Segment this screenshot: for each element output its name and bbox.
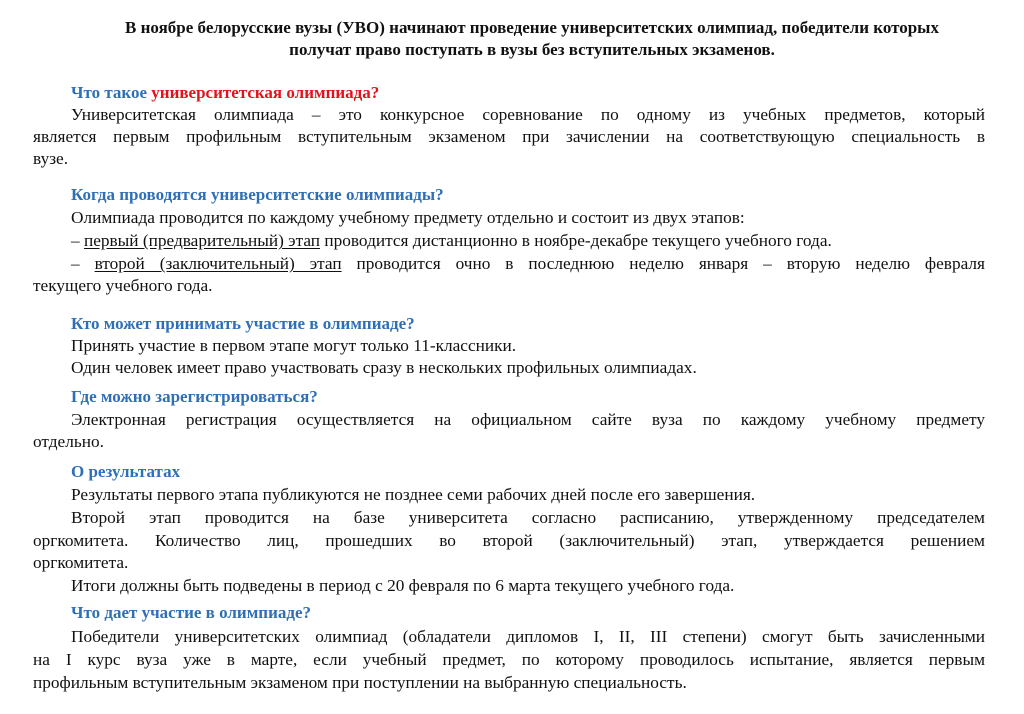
list-item-second-stage: [71, 253, 985, 275]
paragraph-line: Победители университетских олимпиад (обладатели дипломов I, II, III степени) смогут быть зачисленными: [71, 627, 985, 646]
list-dash: –: [71, 231, 84, 250]
page-title: [40, 17, 1024, 61]
section-heading-what-is: [71, 82, 379, 104]
section-heading-benefits: Что дает участие в олимпиаде?: [71, 603, 312, 622]
paragraph-line: Принять участие в первом этапе могут только 11-классники.: [71, 336, 517, 355]
section-heading-results: О результатах: [71, 462, 181, 481]
paragraph-line: на I курс вуза уже в марте, если учебный предмет, по которому проводилось испытание, является первым: [33, 650, 985, 669]
paragraph-line: оргкомитета. Количество лиц, прошедших во второй (заключительный) этап, утверждается решением: [33, 531, 985, 550]
paragraph-line: вузе.: [33, 149, 69, 168]
paragraph-line: является первым профильным вступительным экзаменом при зачислении на соответствующую специальность в: [33, 127, 985, 146]
section-heading-when: Когда проводятся университетские олимпиады?: [71, 185, 444, 204]
underlined-term: первый (предварительный) этап: [83, 231, 321, 250]
title-line-2: получат право поступать в вузы без вступительных экзаменов.: [289, 40, 775, 59]
paragraph-line: Второй этап проводится на базе университета согласно расписанию, утвержденному председателем: [71, 508, 985, 527]
paragraph-line: Один человек имеет право участвовать сразу в нескольких профильных олимпиадах.: [71, 358, 697, 377]
paragraph-line: Университетская олимпиада – это конкурсное соревнование по одному из учебных предметов, который: [71, 105, 985, 124]
list-item-first-stage: [71, 230, 832, 252]
paragraph-line: Олимпиада проводится по каждому учебному предмету отдельно и состоит из двух этапов:: [71, 208, 745, 227]
paragraph-line: отдельно.: [33, 432, 104, 451]
title-line-1: В ноябре белорусские вузы (УВО) начинают проведение университетских олимпиад, победители которых: [125, 18, 939, 37]
list-item-text: проводится очно в последнюю неделю января – вторую неделю февраля: [341, 254, 985, 273]
paragraph-line: текущего учебного года.: [33, 276, 213, 295]
paragraph-line: Итоги должны быть подведены в период с 20 февраля по 6 марта текущего учебного года.: [71, 576, 735, 595]
heading-highlight-text: университетская олимпиада?: [151, 83, 380, 102]
paragraph-line: Электронная регистрация осуществляется на официальном сайте вуза по каждому учебному предмету: [71, 410, 985, 429]
underlined-term: второй (заключительный) этап: [94, 254, 342, 273]
paragraph-line: профильным вступительным экзаменом при поступлении на выбранную специальность.: [33, 673, 687, 692]
list-item-text: проводится дистанционно в ноябре-декабре текущего учебного года.: [320, 231, 832, 250]
paragraph-line: Результаты первого этапа публикуются не позднее семи рабочих дней после его завершения.: [71, 485, 756, 504]
paragraph-line: оргкомитета.: [33, 553, 129, 572]
heading-plain-text: Что такое: [71, 83, 152, 102]
list-dash: –: [71, 254, 95, 273]
section-heading-who: Кто может принимать участие в олимпиаде?: [71, 314, 415, 333]
section-heading-where: Где можно зарегистрироваться?: [71, 387, 318, 406]
